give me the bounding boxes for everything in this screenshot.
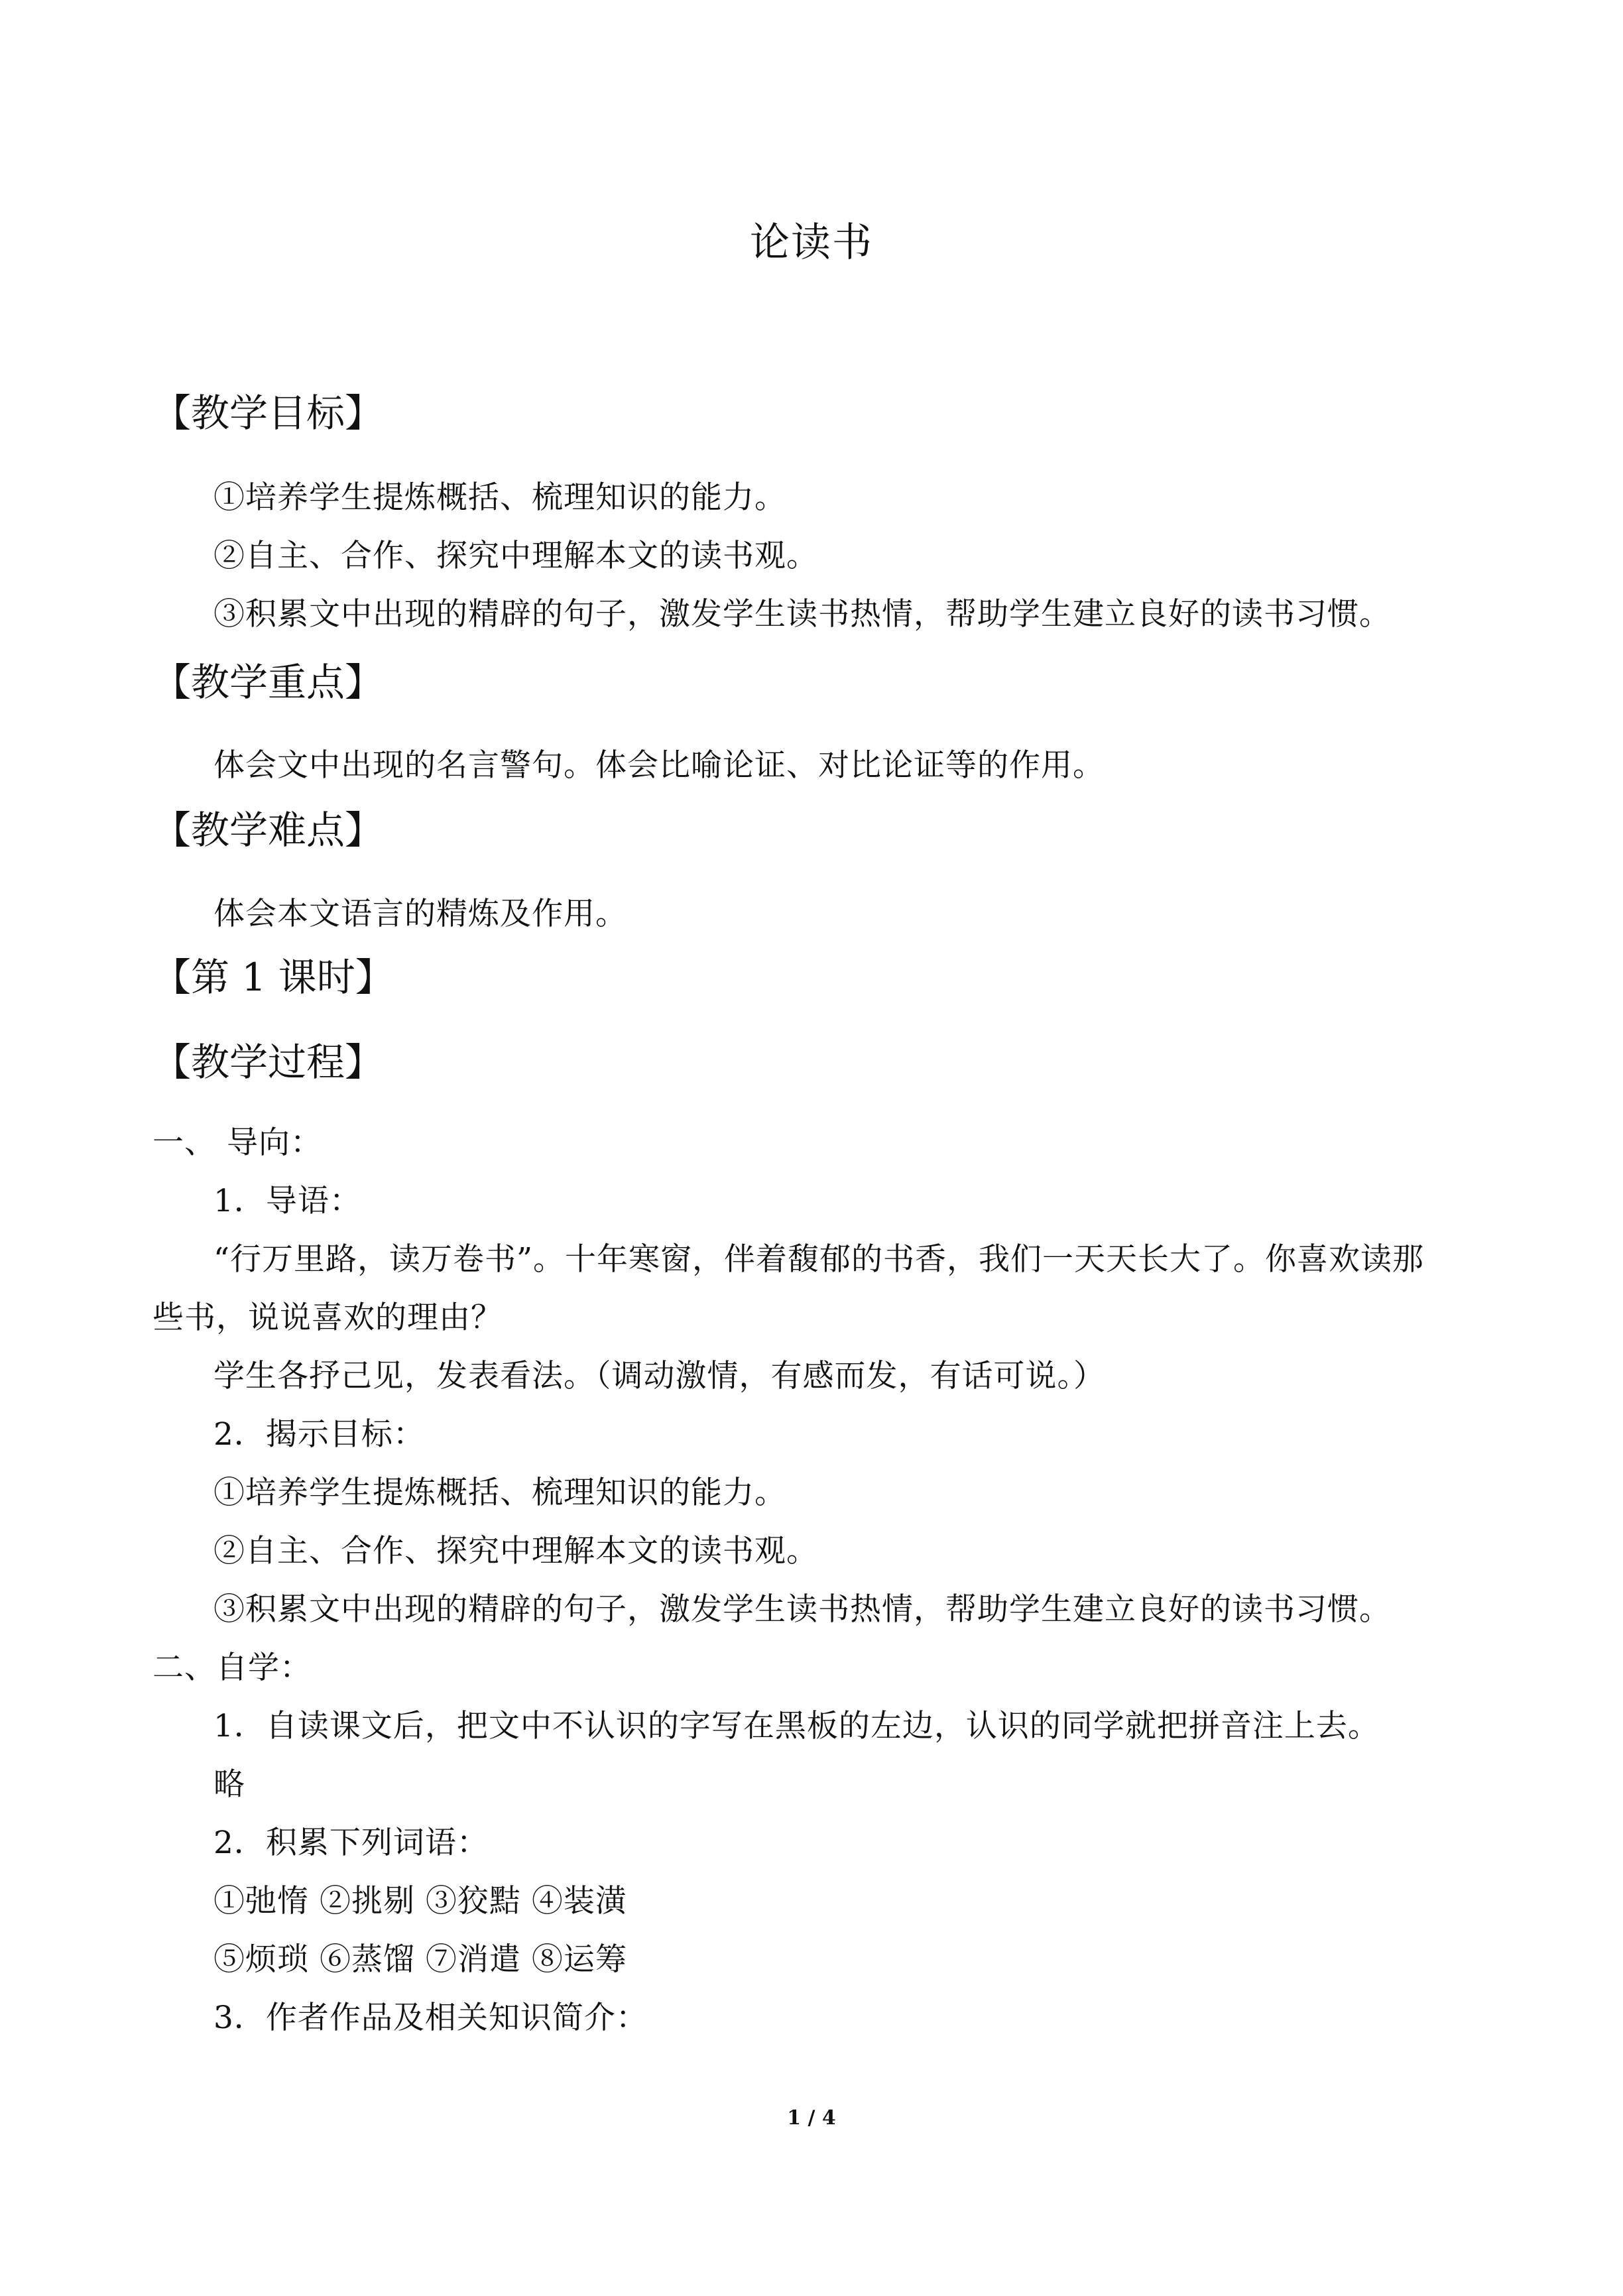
part2-step3-label: 3．作者作品及相关知识简介： xyxy=(213,2000,648,2036)
part1-quote-line1: “行万里路，读万卷书”。十年寒窗，伴着馥郁的书香，我们一天天长大了。你喜欢读那 xyxy=(213,1241,1425,1278)
part1-quote-line2: 些书，说说喜欢的理由？ xyxy=(152,1299,503,1336)
part2-step1: 1．自读课文后，把文中不认识的字写在黑板的左边，认识的同学就把拼音注上去。 xyxy=(213,1708,1380,1744)
objective-item-3: ③积累文中出现的精辟的句子，激发学生读书热情，帮助学生建立良好的读书习惯。 xyxy=(213,596,1391,633)
part1-label: 一、 导向： xyxy=(152,1124,322,1161)
part1-response: 学生各抒己见，发表看法。（调动激情，有感而发，有话可说。） xyxy=(213,1358,1105,1394)
part2-words-line2: ⑤烦琐 ⑥蒸馏 ⑦消遣 ⑧运筹 xyxy=(213,1941,627,1978)
part2-step1-note: 略 xyxy=(213,1766,245,1803)
objective-item-1: ①培养学生提炼概括、梳理知识的能力。 xyxy=(213,479,786,516)
part2-label: 二、自学： xyxy=(152,1650,312,1686)
part1-step1-label: 1．导语： xyxy=(213,1183,361,1219)
part2-step2-label: 2．积累下列词语： xyxy=(213,1825,489,1861)
objective-item-2: ②自主、合作、探究中理解本文的读书观。 xyxy=(213,538,818,574)
process-heading: 【教学过程】 xyxy=(152,1040,384,1085)
part1-goal-2: ②自主、合作、探究中理解本文的读书观。 xyxy=(213,1533,818,1569)
part1-goal-1: ①培养学生提炼概括、梳理知识的能力。 xyxy=(213,1475,786,1511)
key-points-heading: 【教学重点】 xyxy=(152,660,384,705)
objectives-heading: 【教学目标】 xyxy=(152,391,384,436)
document-title: 论读书 xyxy=(750,219,873,266)
part1-goal-3: ③积累文中出现的精辟的句子，激发学生读书热情，帮助学生建立良好的读书习惯。 xyxy=(213,1591,1391,1628)
part2-words-line1: ①弛惰 ②挑剔 ③狡黠 ④装潢 xyxy=(213,1883,627,1919)
part1-step2-label: 2．揭示目标： xyxy=(213,1416,425,1453)
key-points-text: 体会文中出现的名言警句。体会比喻论证、对比论证等的作用。 xyxy=(213,747,1105,784)
difficulties-text: 体会本文语言的精炼及作用。 xyxy=(213,896,627,932)
lesson-heading: 【第 1 课时】 xyxy=(152,955,394,1000)
page-number: 1 / 4 xyxy=(787,2106,836,2130)
difficulties-heading: 【教学难点】 xyxy=(152,808,384,853)
